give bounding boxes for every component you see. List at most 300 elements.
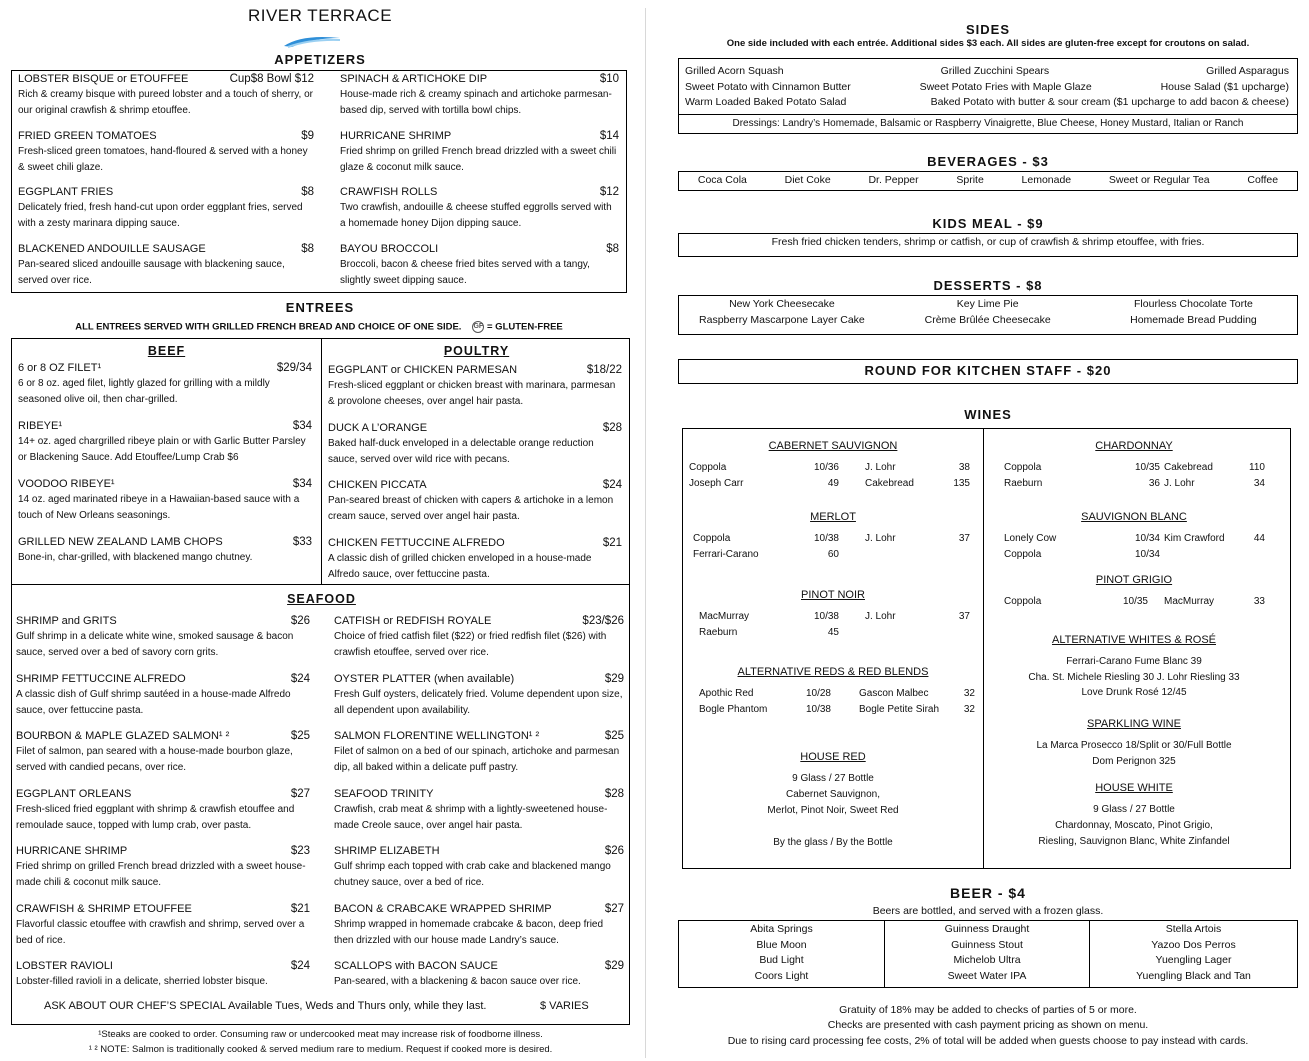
wine-byline: By the glass / By the Bottle <box>773 837 893 848</box>
menu-item-desc: A classic dish of grilled chicken enveloped in a house-made Alfredo sauce, over fettuccine pasta. <box>328 552 592 580</box>
menu-item-price: $34 <box>292 420 312 432</box>
menu-item-head <box>334 959 624 974</box>
menu-item <box>340 185 619 232</box>
menu-item-name: BOURBON & MAPLE GLAZED SALMON¹ ² <box>16 730 230 742</box>
wine-cell: Raeburn <box>699 627 738 638</box>
menu-item-name: 6 or 8 OZ FILET¹ <box>18 362 102 374</box>
wine-cell: Cakebread <box>865 478 914 489</box>
chef-special: ASK ABOUT OUR CHEF’S SPECIAL Available Tues, Weds and Thurs only, while they last. <box>44 1000 487 1012</box>
menu-item-price: Cup$8 Bowl $12 <box>229 73 314 85</box>
menu-item-name: CATFISH or REDFISH ROYALE <box>334 615 492 627</box>
menu-item-price: $33 <box>292 536 312 548</box>
wine-cell: Lonely Cow <box>1004 533 1057 544</box>
wine-cell: Apothic Red <box>699 688 754 699</box>
menu-item <box>334 959 624 990</box>
wine-cell: Gascon Malbec <box>859 688 929 699</box>
wine-line: 9 Glass / 27 Bottle <box>792 773 874 784</box>
wine-cell: Bogle Petite Sirah <box>859 704 940 715</box>
wine-cell: 37 <box>958 611 970 622</box>
menu-item-head <box>340 242 619 257</box>
menu-item-desc: A classic dish of Gulf shrimp sautéed in a house-made Alfredo sauce, over fettuccine pasta. <box>16 688 291 716</box>
menu-item <box>328 363 622 410</box>
wine-cell: 10/35 <box>1134 462 1160 473</box>
side-item: Baked Potato with butter & sour cream ($1 upcharge to add bacon & cheese) <box>930 96 1289 108</box>
menu-item-head <box>334 787 624 802</box>
menu-item-price: $28 <box>604 787 624 800</box>
menu-item <box>334 787 624 834</box>
entrees-note-text: ALL ENTREES SERVED WITH GRILLED FRENCH BREAD AND CHOICE OF ONE SIDE. <box>75 321 462 333</box>
menu-item-desc: 6 or 8 oz. aged filet, lightly glazed for grilling with a mildly seasoned olive oil, then char-grilled. <box>18 378 270 405</box>
wine-section-title: HOUSE WHITE <box>1095 782 1173 794</box>
menu-item-head <box>16 614 310 629</box>
wine-section-title: SAUVIGNON BLANC <box>1081 511 1187 523</box>
menu-item-price: $34 <box>292 478 312 490</box>
menu-item-price: $24 <box>602 479 622 491</box>
menu-item-price: $21 <box>290 902 310 915</box>
desserts-box <box>678 295 1298 335</box>
menu-item <box>340 242 619 289</box>
menu-item-desc: Rich & creamy bisque with pureed lobster and a touch of sherry, or our original crawfish & shrimp etouffee. <box>18 89 313 116</box>
wine-line: Merlot, Pinot Noir, Sweet Red <box>767 805 899 816</box>
beer-item: Guinness Draught <box>944 923 1030 935</box>
gluten-free-label: = GLUTEN-FREE <box>487 321 563 333</box>
beverage-item: Diet Coke <box>784 174 831 186</box>
menu-item-head <box>334 902 624 917</box>
wines-title: WINES <box>964 407 1012 422</box>
menu-item-head <box>340 72 619 87</box>
wines-box <box>682 428 1291 869</box>
beer-column-1 <box>679 922 884 984</box>
menu-item-name: SHRIMP and GRITS <box>16 615 117 627</box>
menu-item-head <box>334 844 624 859</box>
side-item: House Salad ($1 upcharge) <box>1160 81 1289 93</box>
menu-item-name: LOBSTER RAVIOLI <box>16 960 113 972</box>
menu-item-head <box>328 421 622 436</box>
beef-poultry-box <box>11 338 630 585</box>
menu-item-name: EGGPLANT FRIES <box>18 186 114 198</box>
kitchen-title: ROUND FOR KITCHEN STAFF - $20 <box>864 363 1112 378</box>
menu-item-price: $27 <box>290 787 310 800</box>
wine-cell: 10/34 <box>1134 533 1160 544</box>
menu-item-desc: 14 oz. aged marinated ribeye in a Hawaiian-based sauce with a touch of New Orleans seasonings. <box>18 494 300 521</box>
kids-box <box>678 233 1298 257</box>
wave-logo-icon <box>282 34 342 48</box>
menu-item-head <box>16 902 310 917</box>
wine-line: Chardonnay, Moscato, Pinot Grigio, <box>1055 820 1213 831</box>
menu-item-head <box>18 477 312 492</box>
menu-item <box>328 536 622 583</box>
menu-item <box>334 844 624 891</box>
menu-item <box>340 72 619 119</box>
menu-item-head <box>18 72 314 87</box>
menu-item-head <box>340 185 619 200</box>
menu-item-name: SHRIMP ELIZABETH <box>334 845 440 857</box>
menu-item-price: $23 <box>290 845 310 857</box>
menu-item-head <box>18 129 314 144</box>
dessert-item: New York Cheesecake <box>729 298 835 310</box>
beverage-item: Sweet or Regular Tea <box>1108 174 1210 186</box>
side-item: Sweet Potato with Cinnamon Butter <box>685 81 851 93</box>
menu-item-head <box>18 535 312 550</box>
wine-line: Riesling, Sauvignon Blanc, White Zinfandel <box>1038 836 1230 847</box>
menu-item-desc: Crawfish, crab meat & shrimp with a lightly-sweetened house-made Creole sauce, over angel hair pasta. <box>334 803 608 831</box>
menu-item <box>18 72 314 119</box>
beer-item: Guinness Stout <box>951 938 1023 951</box>
seafood-box <box>11 584 630 1025</box>
menu-item-price: $8 <box>301 186 314 198</box>
beer-item: Blue Moon <box>756 938 807 951</box>
menu-item-head <box>328 478 622 493</box>
side-item: Warm Loaded Baked Potato Salad <box>685 96 847 108</box>
wine-cell: 49 <box>827 478 839 489</box>
wine-cell: J. Lohr <box>865 462 896 473</box>
menu-item-desc: Shrimp wrapped in homemade crabcake & bacon, deep fried then drizzled with our house made Landry’s sauce. <box>334 918 604 946</box>
dessert-item: Raspberry Mascarpone Layer Cake <box>699 314 865 326</box>
menu-item-head <box>16 959 310 974</box>
beverages-title: BEVERAGES - $3 <box>927 154 1049 169</box>
menu-item-name: CHICKEN FETTUCCINE ALFREDO <box>328 536 505 549</box>
menu-item-head <box>18 419 312 434</box>
wine-cell: 34 <box>1253 478 1265 489</box>
beer-item: Abita Springs <box>750 923 813 935</box>
beer-note: Beers are bottled, and served with a frozen glass. <box>872 905 1104 917</box>
menu-item-head <box>334 729 624 744</box>
wine-cell: 10/36 <box>813 462 839 473</box>
menu-item-desc: Fried shrimp on grilled French bread drizzled with a sweet chili glaze & coconut milk sauce. <box>340 145 617 173</box>
menu-item-desc: Filet of salmon, pan seared with a house-made bourbon glaze, served with candied pecans, over rice. <box>16 746 293 773</box>
menu-item-desc: House-made rich & creamy spinach and artichoke parmesan-based dip, served with tortilla bowl chips. <box>340 89 612 116</box>
menu-item-name: LOBSTER BISQUE or ETOUFFEE <box>18 73 189 85</box>
poultry-title: POULTRY <box>443 344 510 358</box>
appetizers-title: APPETIZERS <box>274 52 366 67</box>
menu-item-head <box>334 614 624 629</box>
menu-item-desc: Fried shrimp on grilled French bread drizzled with a sweet house-made chili & coconut milk sauce. <box>16 861 306 888</box>
menu-item-name: HURRICANE SHRIMP <box>340 129 452 142</box>
beer-item: Stella Artois <box>1165 923 1222 935</box>
wine-line: 9 Glass / 27 Bottle <box>1093 804 1175 815</box>
wine-cell: Ferrari-Carano <box>693 549 759 560</box>
wine-section-title: ALTERNATIVE WHITES & ROSÉ <box>1051 634 1216 646</box>
menu-item <box>18 129 314 176</box>
wine-line: Ferrari-Carano Fume Blanc 39 <box>1066 656 1202 667</box>
beer-item: Bud Light <box>759 954 804 966</box>
wine-cell: 135 <box>953 478 970 489</box>
wine-cell: Raeburn <box>1004 478 1043 489</box>
menu-item-name: GRILLED NEW ZEALAND LAMB CHOPS <box>18 536 223 548</box>
side-item: Sweet Potato Fries with Maple Glaze <box>919 81 1092 93</box>
beer-item: Yuengling Black and Tan <box>1136 969 1251 982</box>
menu-item-head <box>16 787 310 802</box>
menu-item-desc: Lobster-filled ravioli in a delicate, sherried lobster bisque. <box>16 976 268 987</box>
menu-item <box>334 902 624 949</box>
menu-item-name: FRIED GREEN TOMATOES <box>18 129 157 142</box>
wine-line: Cha. St. Michele Riesling 30 J. Lohr Riesling 33 <box>1028 671 1240 683</box>
menu-item <box>334 672 624 719</box>
wine-cell: Coppola <box>1004 462 1042 473</box>
wine-section-title: ALTERNATIVE REDS & RED BLENDS <box>737 666 929 678</box>
menu-item-price: $29/34 <box>276 362 312 374</box>
menu-item-desc: Two crawfish, andouille & cheese stuffed eggrolls served with a homemade honey Dijon dipping sauce. <box>340 202 612 229</box>
menu-item-desc: Fresh Gulf oysters, delicately fried. Volume dependent upon size, all dependent upon availability. <box>334 688 623 716</box>
wine-cell: Joseph Carr <box>689 478 744 489</box>
policy-line-2: Checks are presented with cash payment pricing as shown on menu. <box>827 1019 1149 1031</box>
wine-cell: 10/35 <box>1122 596 1148 607</box>
beer-title: BEER - $4 <box>950 885 1026 901</box>
menu-item <box>16 902 310 949</box>
beer-column-3 <box>1090 922 1297 984</box>
side-item: Grilled Acorn Squash <box>685 65 784 77</box>
footnote-one: ¹Steaks are cooked to order. Consuming raw or undercooked meat may increase risk of foodborne illness. <box>98 1029 543 1040</box>
menu-item-price: $26 <box>604 845 624 857</box>
wine-cell: 38 <box>958 462 970 473</box>
gluten-free-icon: GF <box>472 321 484 333</box>
menu-item-price: $12 <box>599 186 619 198</box>
menu-item <box>18 477 312 524</box>
menu-item-desc: Fresh-sliced green tomatoes, hand-floured & served with a honey & sweet chili glaze. <box>18 145 308 173</box>
beverage-item: Sprite <box>956 174 984 186</box>
menu-item-price: $24 <box>290 672 310 685</box>
menu-item <box>16 672 310 719</box>
desserts-title: DESSERTS - $8 <box>933 278 1043 293</box>
menu-item-name: BACON & CRABCAKE WRAPPED SHRIMP <box>334 902 552 915</box>
menu-item <box>18 242 314 289</box>
wine-cell: 10/34 <box>1134 549 1160 560</box>
sides-row-3 <box>685 96 1289 108</box>
beverage-item: Dr. Pepper <box>868 174 919 186</box>
sides-note: One side included with each entrée. Additional sides $3 each. All sides are gluten-free except for croutons on salad. <box>726 38 1250 49</box>
wine-cell: 10/38 <box>805 704 831 715</box>
wine-cell: 37 <box>958 533 970 544</box>
menu-item-name: SPINACH & ARTICHOKE DIP <box>340 73 488 85</box>
entrees-title: ENTREES <box>285 300 355 315</box>
menu-item <box>18 361 312 408</box>
wine-cell: 44 <box>1253 533 1265 544</box>
wine-cell: 32 <box>963 688 975 699</box>
menu-item <box>328 478 622 525</box>
wine-cell: 60 <box>827 549 839 560</box>
menu-item-head <box>16 729 310 744</box>
menu-item-head <box>16 672 310 687</box>
wine-section-title: CABERNET SAUVIGNON <box>768 440 898 452</box>
menu-item <box>340 129 619 176</box>
menu-item-name: SCALLOPS with BACON SAUCE <box>334 960 498 972</box>
wine-cell: Cakebread <box>1164 462 1213 473</box>
menu-item-name: EGGPLANT or CHICKEN PARMESAN <box>328 364 518 376</box>
beer-item: Sweet Water IPA <box>947 969 1027 982</box>
seafood-title: SEAFOOD <box>287 592 356 606</box>
menu-item-price: $23/$26 <box>582 615 624 627</box>
menu-item-price: $8 <box>301 242 314 255</box>
menu-item-price: $18/22 <box>586 364 622 376</box>
beer-item: Yuengling Lager <box>1155 954 1232 966</box>
menu-item-desc: Gulf shrimp each topped with crab cake and blackened mango chutney sauce, over a bed of rice. <box>334 861 611 888</box>
sides-divider <box>679 114 1297 115</box>
restaurant-name: RIVER TERRACE <box>247 6 393 25</box>
menu-item-desc: Bone-in, char-grilled, with blackened mango chutney. <box>18 552 253 563</box>
kids-desc: Fresh fried chicken tenders, shrimp or catfish, or cup of crawfish & shrimp etouffee, with fries. <box>771 236 1205 248</box>
entrees-note <box>11 321 627 333</box>
menu-item-name: DUCK A L’ORANGE <box>328 421 428 434</box>
beer-item: Yazoo Dos Perros <box>1151 938 1236 951</box>
menu-item-desc: Fresh-sliced fried eggplant with shrimp & crawfish etouffee and remoulade sauce, topped with lump crab, over pasta. <box>16 803 295 831</box>
beer-column-2 <box>885 922 1089 984</box>
beer-box <box>678 920 1298 988</box>
menu-item-head <box>18 361 312 376</box>
beer-item: Coors Light <box>754 969 809 982</box>
menu-item-name: VOODOO RIBEYE¹ <box>18 478 115 490</box>
policy-line-3: Due to rising card processing fee costs, 2% of total will be added when guests choose to pay instead with cards. <box>727 1035 1249 1047</box>
menu-item-price: $21 <box>602 536 622 549</box>
menu-item-head <box>328 536 622 551</box>
menu-item-price: $8 <box>606 242 619 255</box>
menu-item-price: $25 <box>604 730 624 742</box>
sides-title: SIDES <box>965 22 1010 37</box>
wine-cell: 32 <box>963 704 975 715</box>
sides-row-2 <box>685 81 1289 93</box>
wine-cell: Coppola <box>693 533 731 544</box>
menu-item-price: $24 <box>290 960 310 972</box>
menu-item-price: $25 <box>290 730 310 742</box>
policy-line-1: Gratuity of 18% may be added to checks of parties of 5 or more. <box>839 1004 1137 1016</box>
wine-section-title: SPARKLING WINE <box>1087 718 1181 730</box>
wine-line: Love Drunk Rosé 12/45 <box>1081 687 1187 698</box>
chef-special-price: $ VARIES <box>540 1000 589 1012</box>
wine-section-title: PINOT NOIR <box>801 589 865 601</box>
menu-item <box>18 535 312 566</box>
menu-item-desc: Pan-seared breast of chicken with capers & artichoke in a lemon cream sauce, served over angel hair pasta. <box>328 495 614 522</box>
footnote-two: ¹ ² NOTE: Salmon is traditionally cooked & served medium rare to medium. Request if cooked more is desired. <box>88 1044 553 1055</box>
side-item: Grilled Asparagus <box>1206 65 1289 77</box>
menu-item <box>334 614 624 661</box>
menu-item-desc: Delicately fried, fresh hand-cut upon order eggplant fries, served with a zesty marinara dipping sauce. <box>18 202 303 229</box>
appetizers-box <box>11 70 627 293</box>
menu-item-price: $9 <box>301 129 314 142</box>
menu-item-desc: Choice of fried catfish filet ($22) or fried redfish filet ($26) with crawfish etouffee, served over rice. <box>334 631 607 658</box>
wine-cell: 33 <box>1253 596 1265 607</box>
menu-item <box>16 959 310 990</box>
beverage-item: Coca Cola <box>697 174 747 186</box>
wine-cell: J. Lohr <box>1164 478 1195 489</box>
menu-item-price: $27 <box>604 902 624 915</box>
wines-divider <box>983 429 984 868</box>
kids-title: KIDS MEAL - $9 <box>932 216 1044 231</box>
menu-item-name: CRAWFISH & SHRIMP ETOUFFEE <box>16 902 192 915</box>
menu-item-head <box>340 129 619 144</box>
menu-item-name: SEAFOOD TRINITY <box>334 787 434 800</box>
wine-cell: 36 <box>1148 478 1160 489</box>
menu-item-price: $14 <box>599 129 619 142</box>
wine-cell: Coppola <box>1004 596 1042 607</box>
menu-item-name: SHRIMP FETTUCCINE ALFREDO <box>16 672 186 685</box>
beef-title: BEEF <box>147 344 186 358</box>
menu-item-price: $10 <box>599 73 619 85</box>
wine-cell: 10/38 <box>813 611 839 622</box>
menu-item-desc: Pan-seared sliced andouille sausage with blackening sauce, served over rice. <box>18 258 285 286</box>
beverage-item: Coffee <box>1247 174 1279 186</box>
menu-item-desc: Fresh-sliced eggplant or chicken breast with marinara, parmesan & provolone cheeses, over angel hair pasta. <box>328 380 616 407</box>
wine-cell: 10/28 <box>805 688 831 699</box>
menu-item-price: $26 <box>290 615 310 627</box>
menu-item-desc: Filet of salmon on a bed of our spinach, artichoke and parmesan dip, all baked within a delicate puff pastry. <box>334 746 620 773</box>
menu-item-head <box>18 242 314 257</box>
wine-cell: Kim Crawford <box>1164 533 1225 544</box>
wine-line: La Marca Prosecco 18/Split or 30/Full Bottle <box>1036 740 1232 751</box>
side-item: Grilled Zucchini Spears <box>940 65 1050 77</box>
beverage-item: Lemonade <box>1021 174 1072 186</box>
menu-item-price: $29 <box>604 960 624 972</box>
menu-item-head <box>328 363 622 378</box>
menu-item-desc: Baked half-duck enveloped in a delectable orange reduction sauce, served over wild rice with pecans. <box>328 437 594 465</box>
menu-item-desc: 14+ oz. aged chargrilled ribeye plain or with Garlic Butter Parsley or Blackening Sauce. Add Etouffee/Lump Crab $6 <box>18 436 306 463</box>
beverages-box <box>678 171 1298 191</box>
menu-item-name: HURRICANE SHRIMP <box>16 845 128 857</box>
menu-item <box>18 419 312 466</box>
wine-cell: J. Lohr <box>865 533 896 544</box>
kitchen-box <box>678 359 1298 384</box>
menu-item <box>16 844 310 891</box>
wine-cell: 110 <box>1249 462 1265 473</box>
menu-item <box>18 185 314 232</box>
menu-item <box>16 614 310 661</box>
menu-item-name: CHICKEN PICCATA <box>328 479 427 491</box>
sides-box <box>678 58 1298 134</box>
menu-item-name: SALMON FLORENTINE WELLINGTON¹ ² <box>334 730 540 742</box>
wine-section-title: HOUSE RED <box>800 751 866 763</box>
desserts-row-1 <box>679 298 1297 310</box>
menu-item-desc: Flavorful classic etouffee with crawfish and shrimp, served over a bed of rice. <box>16 918 305 946</box>
menu-item-name: RIBEYE¹ <box>18 420 63 432</box>
menu-item <box>334 729 624 776</box>
desserts-row-2 <box>679 314 1297 326</box>
dessert-item: Homemade Bread Pudding <box>1130 314 1257 326</box>
menu-item-desc: Gulf shrimp in a delicate white wine, smoked sausage & bacon sauce, served over a bed of savory corn grits. <box>16 631 294 658</box>
menu-item-name: OYSTER PLATTER (when available) <box>334 672 515 685</box>
menu-item <box>16 729 310 776</box>
wine-cell: Coppola <box>689 462 727 473</box>
wine-section-title: CHARDONNAY <box>1095 440 1173 452</box>
beer-item: Michelob Ultra <box>953 954 1021 966</box>
menu-item-desc: Pan-seared, with a blackening & bacon sauce over rice. <box>334 976 581 987</box>
menu-item-name: BLACKENED ANDOUILLE SAUSAGE <box>18 242 206 255</box>
menu-item-name: CRAWFISH ROLLS <box>340 186 438 198</box>
menu-item <box>16 787 310 834</box>
menu-item-head <box>18 185 314 200</box>
page-divider <box>645 8 646 1058</box>
dessert-item: Key Lime Pie <box>956 298 1019 310</box>
wine-cell: 45 <box>827 627 839 638</box>
column-divider <box>321 339 322 584</box>
wine-cell: MacMurray <box>699 611 750 622</box>
wine-cell: MacMurray <box>1164 596 1215 607</box>
wine-cell: Bogle Phantom <box>699 704 768 715</box>
sides-row-1 <box>685 65 1289 77</box>
wine-cell: Coppola <box>1004 549 1042 560</box>
menu-item-price: $29 <box>604 672 624 685</box>
dessert-item: Crème Brûlée Cheesecake <box>924 314 1051 326</box>
wine-line: Cabernet Sauvignon, <box>786 789 880 800</box>
dressings: Dressings: Landry’s Homemade, Balsamic or Raspberry Vinaigrette, Blue Cheese, Honey Mustard, Italian or Ranch <box>732 118 1244 129</box>
wine-cell: 10/38 <box>813 533 839 544</box>
wine-cell: J. Lohr <box>865 611 896 622</box>
menu-item-name: BAYOU BROCCOLI <box>340 242 439 255</box>
wine-line: Dom Perignon 325 <box>1092 755 1176 767</box>
dessert-item: Flourless Chocolate Torte <box>1134 298 1253 310</box>
beverages-row <box>679 174 1297 186</box>
menu-item-price: $28 <box>602 421 622 434</box>
menu-item-desc: Broccoli, bacon & cheese fried bites served with a tangy, slightly sweet dipping sauce. <box>340 258 590 286</box>
menu-item-head <box>334 672 624 687</box>
menu-item-head <box>16 844 310 859</box>
